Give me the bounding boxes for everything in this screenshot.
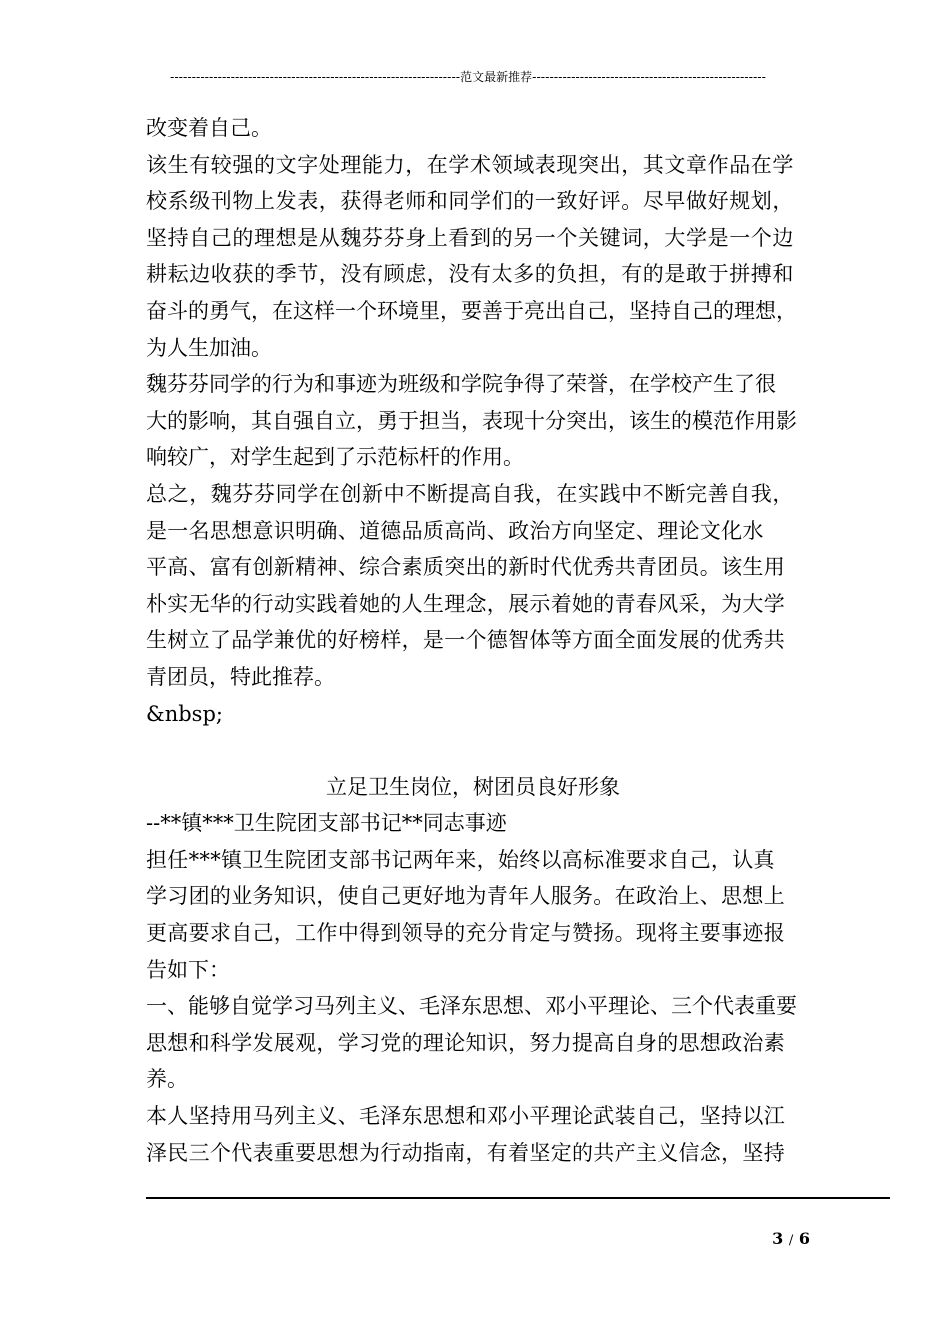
section-subtitle: --**镇***卫生院团支部书记**同志事迹: [146, 811, 507, 836]
text-line: 改变着自己。: [146, 116, 272, 140]
current-page: 3: [772, 1229, 784, 1248]
section-title: 立足卫生岗位，树团员良好形象: [326, 774, 620, 799]
text-line: 坚持自己的理想是从魏芬芬身上看到的另一个关键词，大学是一个边: [146, 225, 794, 250]
text-line: 该生有较强的文字处理能力，在学术领域表现突出，其文章作品在学: [146, 152, 794, 177]
page-number: [740, 1228, 810, 1252]
document-body: [146, 110, 816, 1171]
text-line: 担任***镇卫生院团支部书记两年来，始终以高标准要求自己，认真: [146, 847, 775, 872]
text-line: 校系级刊物上发表，获得老师和同学们的一致好评。尽早做好规划，: [146, 189, 794, 214]
text-line: 奋斗的勇气，在这样一个环境里，要善于亮出自己，坚持自己的理想，: [146, 298, 797, 323]
text-line: 泽民三个代表重要思想为行动指南，有着坚定的共产主义信念，坚持: [146, 1140, 785, 1165]
text-line: 本人坚持用马列主义、毛泽东思想和邓小平理论武装自己，坚持以江: [146, 1104, 785, 1129]
text-line: 养。: [146, 1067, 188, 1092]
text-line: 平高、富有创新精神、综合素质突出的新时代优秀共青团员。该生用: [146, 555, 785, 580]
text-line: 思想和科学发展观，学习党的理论知识，努力提高自身的思想政治素: [146, 1030, 785, 1055]
text-line: 总之，魏芬芬同学在创新中不断提高自我，在实践中不断完善自我，: [146, 481, 794, 506]
text-line: 为人生加油。: [146, 335, 272, 360]
page-header-recommendation: -------------------------------------------------------------------范文最新推荐------------------------------------------------------: [170, 70, 766, 84]
text-line: 一、能够自觉学习马列主义、毛泽东思想、邓小平理论、三个代表重要: [146, 994, 797, 1019]
text-line-nbsp: &nbsp;: [146, 701, 223, 726]
text-line: 响较广，对学生起到了示范标杆的作用。: [146, 445, 524, 470]
text-line: 大的影响，其自强自立，勇于担当，表现十分突出，该生的模范作用影: [146, 408, 797, 433]
text-line: 告如下：: [146, 957, 230, 982]
text-line: 青团员，特此推荐。: [146, 664, 335, 689]
text-line: 魏芬芬同学的行为和事迹为班级和学院争得了荣誉，在学校产生了很: [146, 372, 776, 397]
footer-divider: [146, 1197, 890, 1199]
text-line: 更高要求自己，工作中得到领导的充分肯定与赞扬。现将主要事迹报: [146, 921, 785, 946]
text-line: 朴实无华的行动实践着她的人生理念，展示着她的青春风采，为大学: [146, 591, 785, 616]
text-line: 学习团的业务知识，使自己更好地为青年人服务。在政治上、思想上: [146, 884, 785, 909]
page-separator: /: [788, 1233, 794, 1248]
text-line: 耕耘边收获的季节，没有顾虑，没有太多的负担，有的是敢于拼搏和: [146, 262, 794, 287]
blank-line: [146, 732, 816, 769]
text-line: 是一名思想意识明确、道德品质高尚、政治方向坚定、理论文化水: [146, 518, 764, 543]
text-line: 生树立了品学兼优的好榜样，是一个德智体等方面全面发展的优秀共: [146, 628, 785, 653]
total-pages: 6: [798, 1229, 810, 1248]
